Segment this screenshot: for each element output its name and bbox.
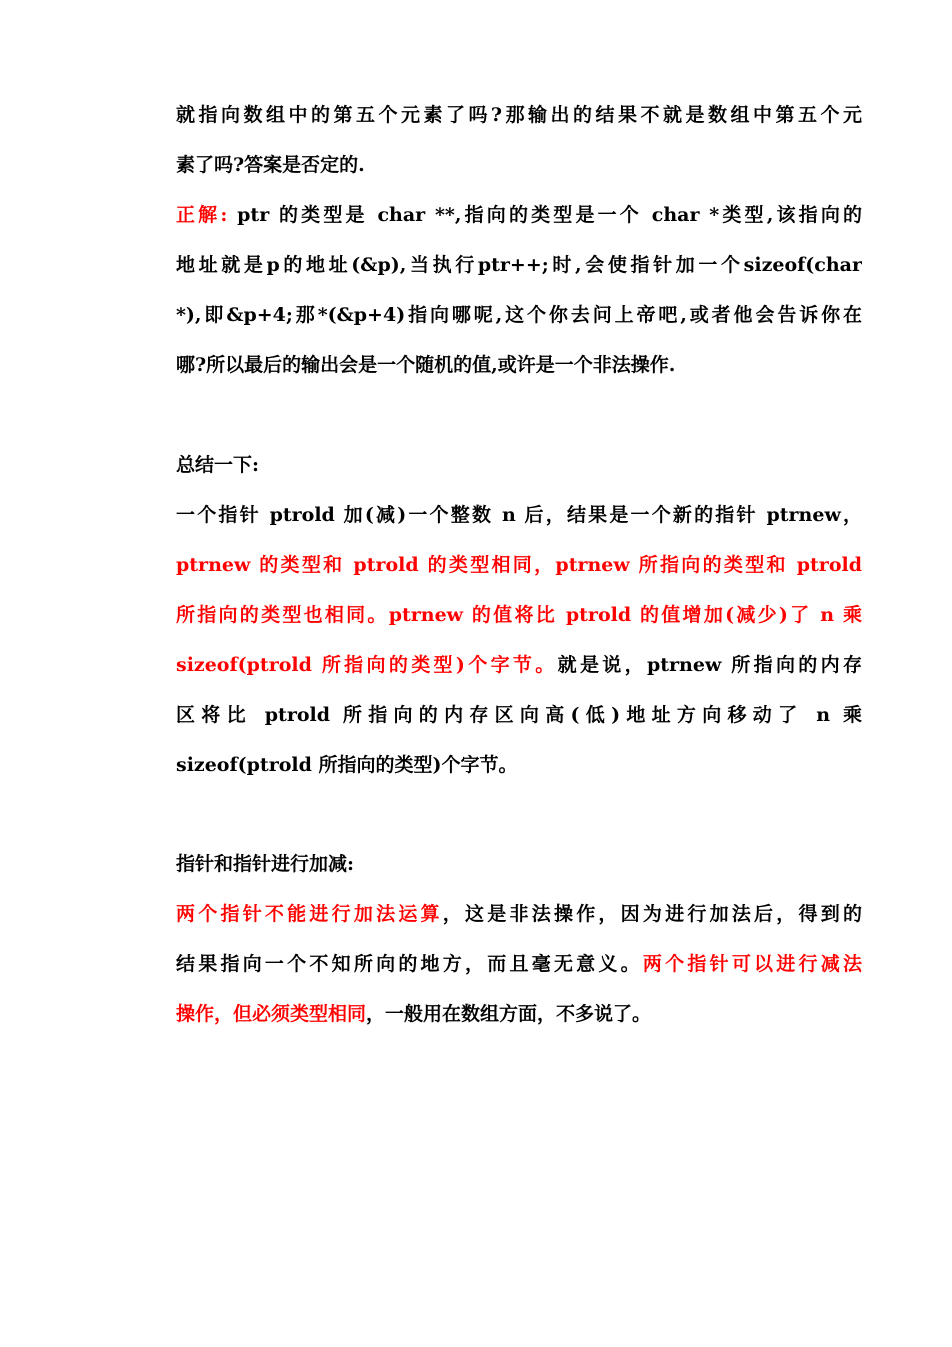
paragraph-line bbox=[176, 989, 862, 1039]
paragraph-line bbox=[176, 590, 862, 640]
text-run: ptr 的类型是 char **,指向的类型是一个 char *类型,该指向的 bbox=[227, 204, 862, 226]
highlight-run: sizeof(ptrold 所指向的类型)个字节。 bbox=[176, 654, 558, 676]
section-heading: 指针和指针进行加减: bbox=[176, 853, 355, 875]
text-run: ，这是非法操作，因为进行加法后，得到的 bbox=[442, 903, 862, 925]
paragraph-line bbox=[176, 939, 862, 989]
highlight-run: 两个指针可以进行减法 bbox=[642, 953, 862, 975]
text-run: 就指向数组中的第五个元素了吗?那输出的结果不就是数组中第五个元 bbox=[176, 104, 862, 126]
highlight-run: 操作，但必须类型相同 bbox=[176, 1003, 367, 1025]
paragraph-line bbox=[176, 690, 862, 740]
paragraph-line bbox=[176, 140, 862, 190]
section-pointer-explanation bbox=[176, 90, 862, 390]
text-run: 哪?所以最后的输出会是一个随机的值,或许是一个非法操作. bbox=[176, 354, 676, 376]
paragraph-line bbox=[176, 540, 862, 590]
section-pointer-arithmetic bbox=[176, 839, 862, 1039]
text-run: 素了吗?答案是否定的. bbox=[176, 154, 365, 176]
highlight-run: 两个指针不能进行加法运算 bbox=[176, 903, 443, 925]
paragraph-line bbox=[176, 340, 862, 390]
paragraph-line bbox=[176, 740, 862, 790]
highlight-run: 所指向的类型也相同。ptrnew 的值将比 ptrold 的值增加(减少)了 n 乘 bbox=[176, 604, 862, 626]
paragraph-line bbox=[176, 290, 862, 340]
text-run: *),即&p+4;那*(&p+4)指向哪呢,这个你去问上帝吧,或者他会告诉你在 bbox=[176, 304, 862, 326]
text-run: 一个指针 ptrold 加(减)一个整数 n 后，结果是一个新的指针 ptrnew， bbox=[176, 504, 862, 526]
text-run: 就是说，ptrnew 所指向的内存 bbox=[557, 654, 862, 676]
paragraph-line bbox=[176, 640, 862, 690]
text-run: ，一般用在数组方面，不多说了。 bbox=[366, 1003, 652, 1025]
text-run: 区将比 ptrold 所指向的内存区向高(低)地址方向移动了 n 乘 bbox=[176, 704, 862, 726]
section-summary bbox=[176, 440, 862, 790]
text-run: 地址就是p的地址(&p),当执行ptr++;时,会使指针加一个sizeof(char bbox=[176, 254, 862, 276]
paragraph-line bbox=[176, 240, 862, 290]
paragraph-line bbox=[176, 90, 862, 140]
highlight-run: ptrnew 的类型和 ptrold 的类型相同，ptrnew 所指向的类型和 ptrold bbox=[176, 554, 862, 576]
paragraph-line bbox=[176, 490, 862, 540]
paragraph-line bbox=[176, 889, 862, 939]
text-run: 结果指向一个不知所向的地方，而且毫无意义。 bbox=[176, 953, 643, 975]
text-run: sizeof(ptrold 所指向的类型)个字节。 bbox=[176, 754, 518, 776]
paragraph-line bbox=[176, 190, 862, 240]
section-heading: 总结一下: bbox=[176, 454, 260, 476]
answer-label: 正解: bbox=[176, 204, 228, 226]
